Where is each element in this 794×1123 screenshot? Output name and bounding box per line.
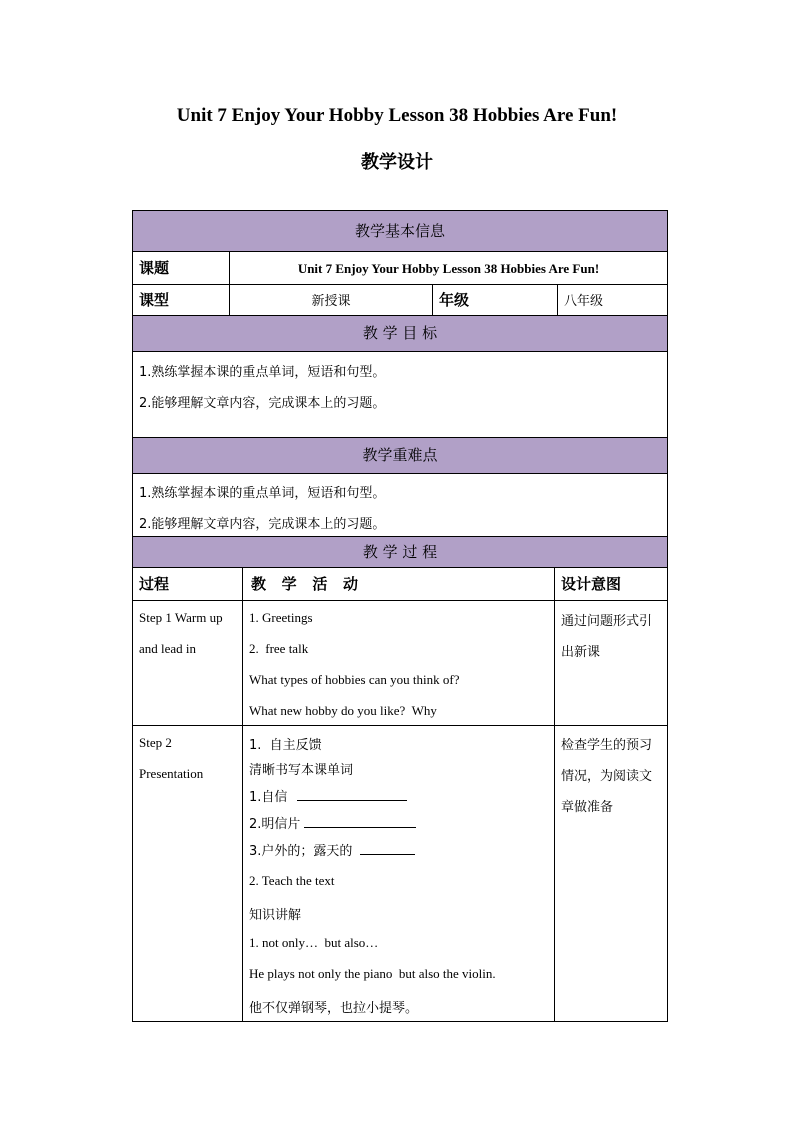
topic-row bbox=[133, 252, 667, 285]
step2-name: Step 2 bbox=[139, 735, 172, 750]
activity-line: 2. free talk bbox=[249, 641, 309, 656]
activity-line: What types of hobbies can you think of? bbox=[249, 672, 460, 687]
activity-line: 1. Greetings bbox=[249, 610, 313, 625]
key-point-item: 1.熟练掌握本课的重点单词，短语和句型。 bbox=[139, 486, 386, 501]
key-points-body bbox=[133, 474, 667, 537]
activity-line: 2. Teach the text bbox=[249, 873, 335, 888]
step1-name: Step 1 Warm up bbox=[139, 610, 223, 625]
process-columns bbox=[133, 568, 667, 601]
answer-blank[interactable] bbox=[297, 788, 407, 801]
info-header: 教学基本信息 bbox=[133, 211, 667, 252]
activity-line: 知识讲解 bbox=[249, 908, 302, 923]
key-point-item: 2.能够理解文章内容，完成课本上的习题。 bbox=[139, 517, 386, 532]
step1-row bbox=[133, 601, 667, 726]
objective-item: 1.熟练掌握本课的重点单词，短语和句型。 bbox=[139, 365, 386, 380]
activity-line: 他不仅弹钢琴，也拉小提琴。 bbox=[249, 1001, 419, 1016]
type-value: 新授课 bbox=[311, 294, 351, 309]
activity-line: He plays not only the piano but also the violin. bbox=[249, 966, 496, 981]
grade-value: 八年级 bbox=[564, 294, 604, 309]
objectives-header: 教 学 目 标 bbox=[133, 316, 667, 352]
col-step-label: 过程 bbox=[139, 575, 170, 593]
col-intent-label: 设计意图 bbox=[561, 575, 622, 593]
process-header: 教 学 过 程 bbox=[133, 537, 667, 568]
step1-intent: 出新课 bbox=[561, 645, 601, 660]
document-title: Unit 7 Enjoy Your Hobby Lesson 38 Hobbies Are Fun! bbox=[176, 105, 618, 126]
type-grade-row bbox=[133, 285, 667, 316]
activity-line: 清晰书写本课单词 bbox=[249, 763, 354, 778]
vocab-item bbox=[249, 813, 416, 832]
vocab-label: 3.户外的；露天的 bbox=[249, 844, 353, 859]
lesson-plan-table bbox=[132, 210, 668, 1022]
step2-intent: 情况，为阅读文 bbox=[561, 769, 653, 784]
topic-label: 课题 bbox=[139, 259, 170, 277]
answer-blank[interactable] bbox=[304, 815, 416, 828]
activity-line: 1. not only… but also… bbox=[249, 935, 379, 950]
step2-intent: 检查学生的预习 bbox=[561, 738, 653, 753]
key-points-header: 教学重难点 bbox=[133, 438, 667, 474]
document-subtitle: 教学设计 bbox=[361, 152, 433, 173]
vocab-item bbox=[249, 840, 415, 859]
objective-item: 2.能够理解文章内容，完成课本上的习题。 bbox=[139, 396, 386, 411]
answer-blank[interactable] bbox=[360, 842, 415, 855]
step1-name: and lead in bbox=[139, 641, 197, 656]
step2-row bbox=[133, 726, 667, 1021]
step2-intent: 章做准备 bbox=[561, 800, 614, 815]
step1-intent: 通过问题形式引 bbox=[561, 614, 653, 629]
type-label: 课型 bbox=[139, 291, 170, 309]
topic-value: Unit 7 Enjoy Your Hobby Lesson 38 Hobbies Are Fun! bbox=[297, 261, 600, 276]
objectives-body bbox=[133, 352, 667, 438]
vocab-label: 1.自信 bbox=[249, 790, 288, 805]
vocab-item bbox=[249, 786, 407, 805]
activity-line: 1. 自主反馈 bbox=[249, 738, 322, 753]
grade-label: 年级 bbox=[439, 291, 470, 309]
step2-name: Presentation bbox=[139, 766, 204, 781]
vocab-label: 2.明信片 bbox=[249, 817, 301, 832]
activity-line: What new hobby do you like? Why bbox=[249, 703, 437, 718]
col-activity-label: 教 学 活 动 bbox=[251, 575, 358, 593]
